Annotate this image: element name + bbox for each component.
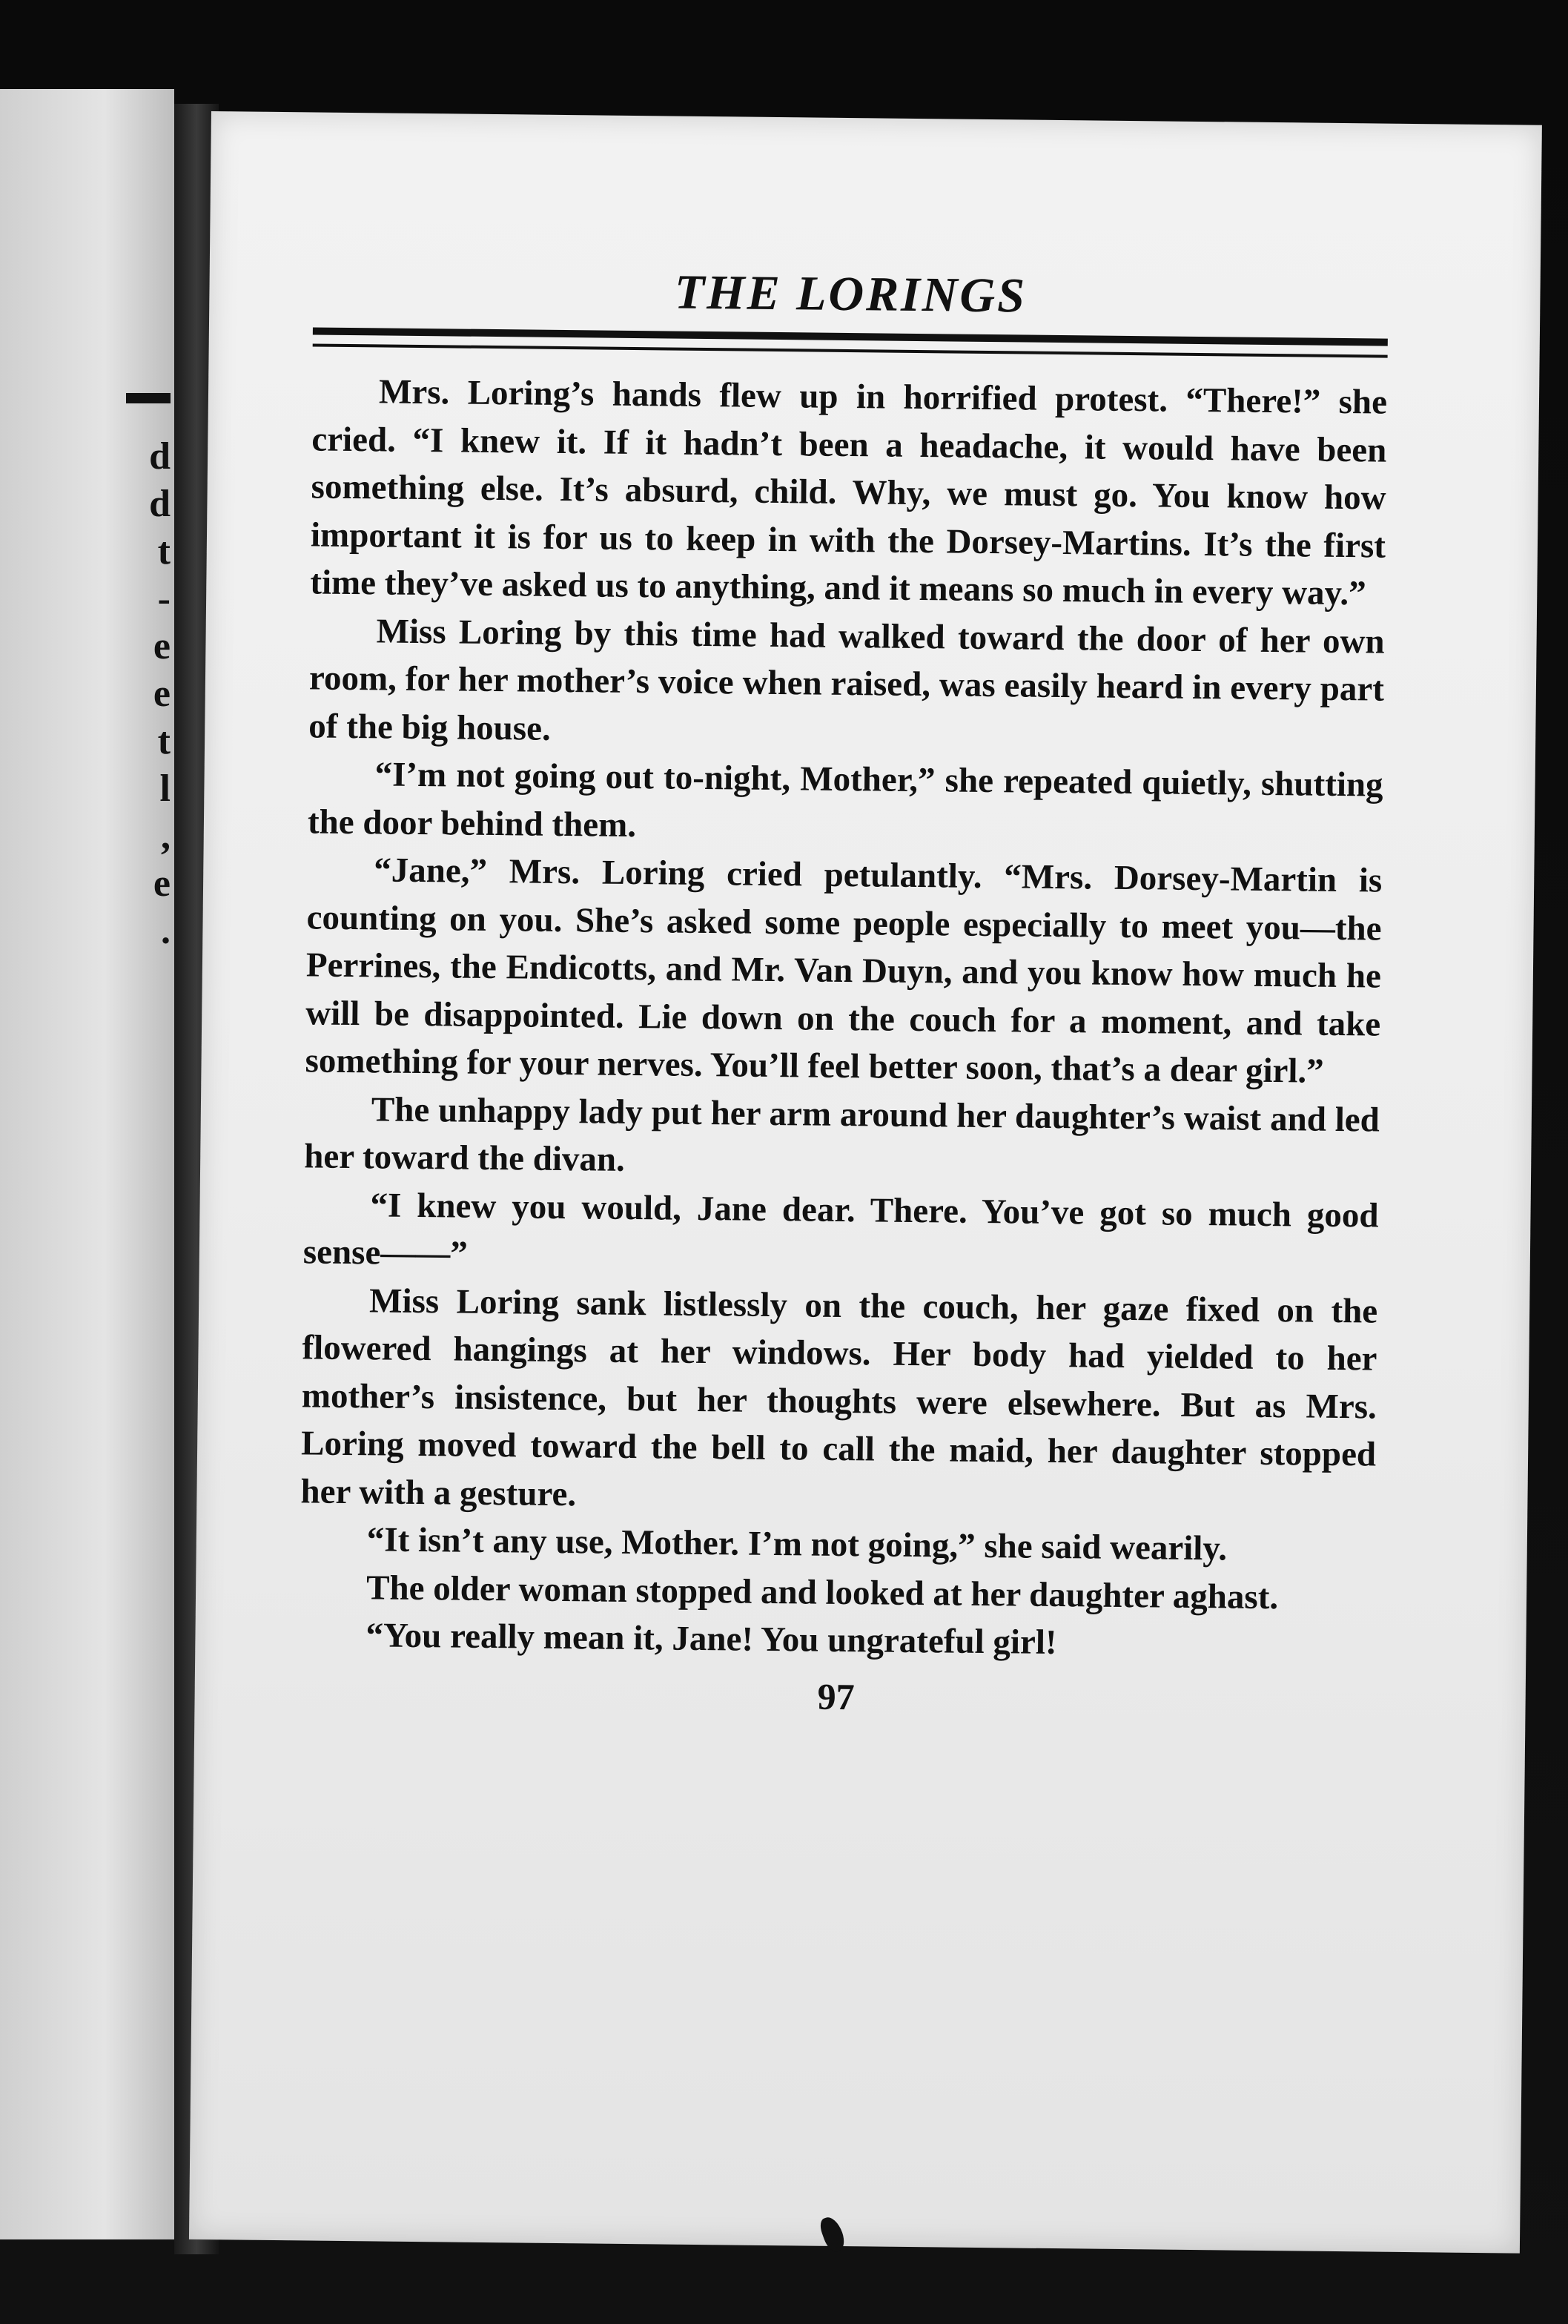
margin-letter: d <box>149 483 171 525</box>
margin-letter: d <box>149 435 171 478</box>
margin-letter: , <box>161 815 171 857</box>
facing-page-edge <box>0 89 174 2239</box>
paragraph: “I knew you would, Jane dear. There. You’ve got so much good sense——” <box>302 1185 1379 1273</box>
paragraph: Miss Loring by this time had walked toward the door of her own room, for her mother’s voice when raised, was easily heard in every part of the big house. <box>308 611 1385 748</box>
paragraph: “You really mean it, Jane! You ungrateful girl! <box>365 1616 1057 1663</box>
page-number: 97 <box>817 1675 855 1717</box>
book-page <box>189 111 1542 2254</box>
margin-letter: e <box>153 673 171 715</box>
margin-letter: - <box>157 578 171 620</box>
ink-smudge <box>818 2214 847 2254</box>
margin-letter: t <box>157 720 171 762</box>
running-head: THE LORINGS <box>674 265 1028 323</box>
page-content <box>298 260 1388 1723</box>
margin-letter: t <box>157 530 171 572</box>
paragraph: Mrs. Loring’s hands flew up in horrified protest. “There!” she cried. “I knew it. If it hadn’t been a headache, it would have been something else. It’s absurd, child. Why, we must go. You know how important it is for us to keep in with the Dorsey-Martins. It’s the first time they’ve asked us to anything, and it means so much in every way.” <box>310 372 1388 613</box>
paragraph: “I’m not going out to-night, Mother,” she repeated quietly, shutting the door behind them. <box>307 755 1383 845</box>
paragraph: “It isn’t any use, Mother. I’m not going,” she said wearily. <box>366 1520 1228 1568</box>
paragraph: The unhappy lady put her arm around her daughter’s waist and led her toward the divan. <box>303 1089 1380 1179</box>
facing-page-rule <box>126 393 171 403</box>
paragraph: Miss Loring sank listlessly on the couch, her gaze fixed on the flowered hangings at her windows. Her body had yielded to her mother’s insistence, but her thoughts were elsewhere. But as Mrs. Loring moved toward the bell to call the maid, her daughter stopped her with a gesture. <box>300 1281 1378 1513</box>
facing-page-text-fragments <box>30 435 171 955</box>
margin-letter: l <box>159 767 171 810</box>
paragraph: The older woman stopped and looked at her daughter aghast. <box>365 1568 1279 1617</box>
margin-letter: e <box>153 625 171 667</box>
paragraph: “Jane,” Mrs. Loring cried petulantly. “Mrs. Dorsey-Martin is counting on you. She’s asked some people especially to meet you—the Perrines, the Endicotts, and Mr. Van Duyn, and you know how much he will be disappointed. Lie down on the couch for a moment, and take something for your nerves. You’ll feel better soon, that’s a dear girl.” <box>305 851 1383 1091</box>
margin-letter: . <box>161 910 171 952</box>
body-text <box>299 367 1387 1670</box>
header-double-rule <box>313 327 1388 357</box>
margin-letter: e <box>153 862 171 905</box>
